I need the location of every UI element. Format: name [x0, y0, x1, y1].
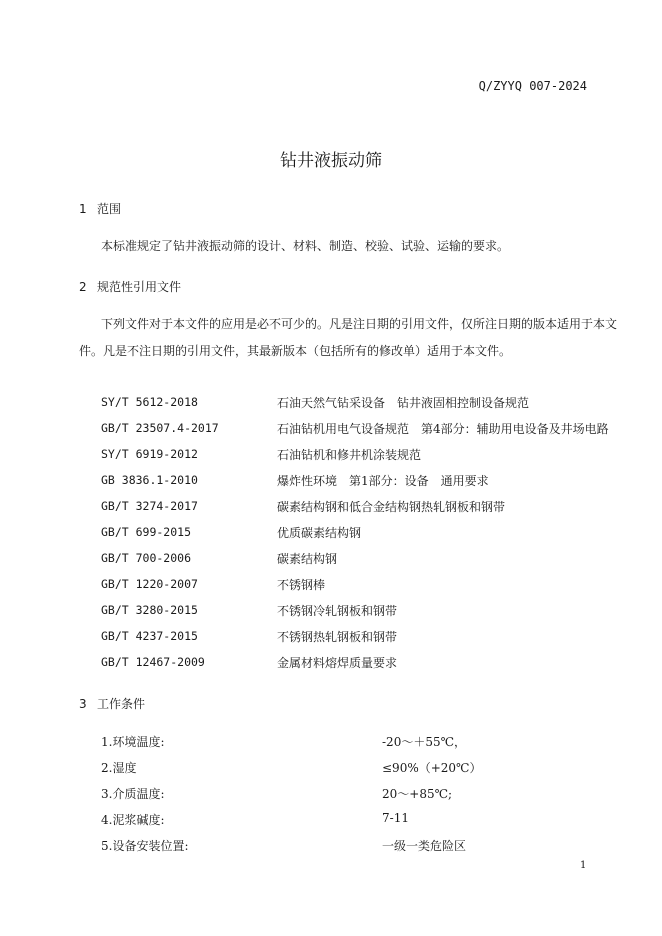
section-3-heading [79, 695, 145, 712]
condition-value: -20～＋55℃， [382, 735, 467, 749]
reference-title: 金属材料熔焊质量要求 [277, 656, 398, 670]
reference-title: 石油钻机用电气设备规范 第4部分：辅助用电设备及井场电路 [277, 422, 609, 436]
condition-label: 4.泥浆碱度: [101, 813, 165, 827]
reference-code: SY/T 5612-2018 [101, 395, 198, 409]
reference-title: 优质碳素结构钢 [277, 526, 362, 540]
reference-code: GB/T 12467-2009 [101, 655, 205, 669]
condition-label: 1.环境温度: [101, 735, 165, 749]
reference-title: 不锈钢棒 [277, 578, 326, 592]
section-number: 2 [79, 280, 87, 294]
reference-code: GB/T 3274-2017 [101, 499, 198, 513]
reference-title: 不锈钢热轧钢板和钢带 [277, 630, 398, 644]
condition-value: 20～+85℃; [382, 787, 453, 801]
reference-title: 石油钻机和修井机涂装规范 [277, 448, 422, 462]
document-title: 钻井液振动筛 [280, 151, 382, 171]
section-1-heading [79, 200, 121, 217]
reference-title: 不锈钢冷轧钢板和钢带 [277, 604, 398, 618]
reference-code: GB/T 4237-2015 [101, 629, 198, 643]
section-2-text-line1: 下列文件对于本文件的应用是必不可少的。凡是注日期的引用文件，仅所注日期的版本适用于本文 [101, 317, 618, 331]
reference-code: GB/T 1220-2007 [101, 577, 198, 591]
reference-code: GB/T 700-2006 [101, 551, 192, 565]
condition-label: 5.设备安装位置: [101, 839, 189, 853]
section-heading-text: 规范性引用文件 [97, 280, 182, 294]
reference-title: 爆炸性环境 第1部分：设备 通用要求 [277, 474, 489, 488]
document-number: Q/ZYYQ 007-2024 [478, 79, 587, 93]
section-number: 3 [79, 697, 87, 711]
reference-code: GB/T 23507.4-2017 [101, 421, 219, 435]
reference-code: GB/T 699-2015 [101, 525, 192, 539]
section-1-text: 本标准规定了钻井液振动筛的设计、材料、制造、校验、试验、运输的要求。 [101, 239, 510, 253]
section-2-text-line2: 件。凡是不注日期的引用文件，其最新版本（包括所有的修改单）适用于本文件。 [79, 344, 512, 358]
reference-title: 碳素结构钢和低合金结构钢热轧钢板和钢带 [277, 500, 506, 514]
section-number: 1 [79, 202, 87, 216]
condition-value: 7-11 [382, 811, 409, 825]
section-2-heading [79, 278, 181, 295]
condition-value: 一级一类危险区 [382, 839, 467, 853]
page-number: 1 [580, 860, 587, 871]
reference-code: GB 3836.1-2010 [101, 473, 198, 487]
reference-title: 碳素结构钢 [277, 552, 338, 566]
section-heading-text: 范围 [97, 202, 122, 216]
section-heading-text: 工作条件 [97, 697, 146, 711]
reference-code: SY/T 6919-2012 [101, 447, 198, 461]
condition-label: 3.介质温度: [101, 787, 165, 801]
condition-label: 2.湿度 [101, 761, 137, 775]
condition-value: ≤90%（+20℃） [382, 761, 482, 775]
reference-code: GB/T 3280-2015 [101, 603, 198, 617]
reference-title: 石油天然气钻采设备 钻井液固相控制设备规范 [277, 396, 530, 410]
